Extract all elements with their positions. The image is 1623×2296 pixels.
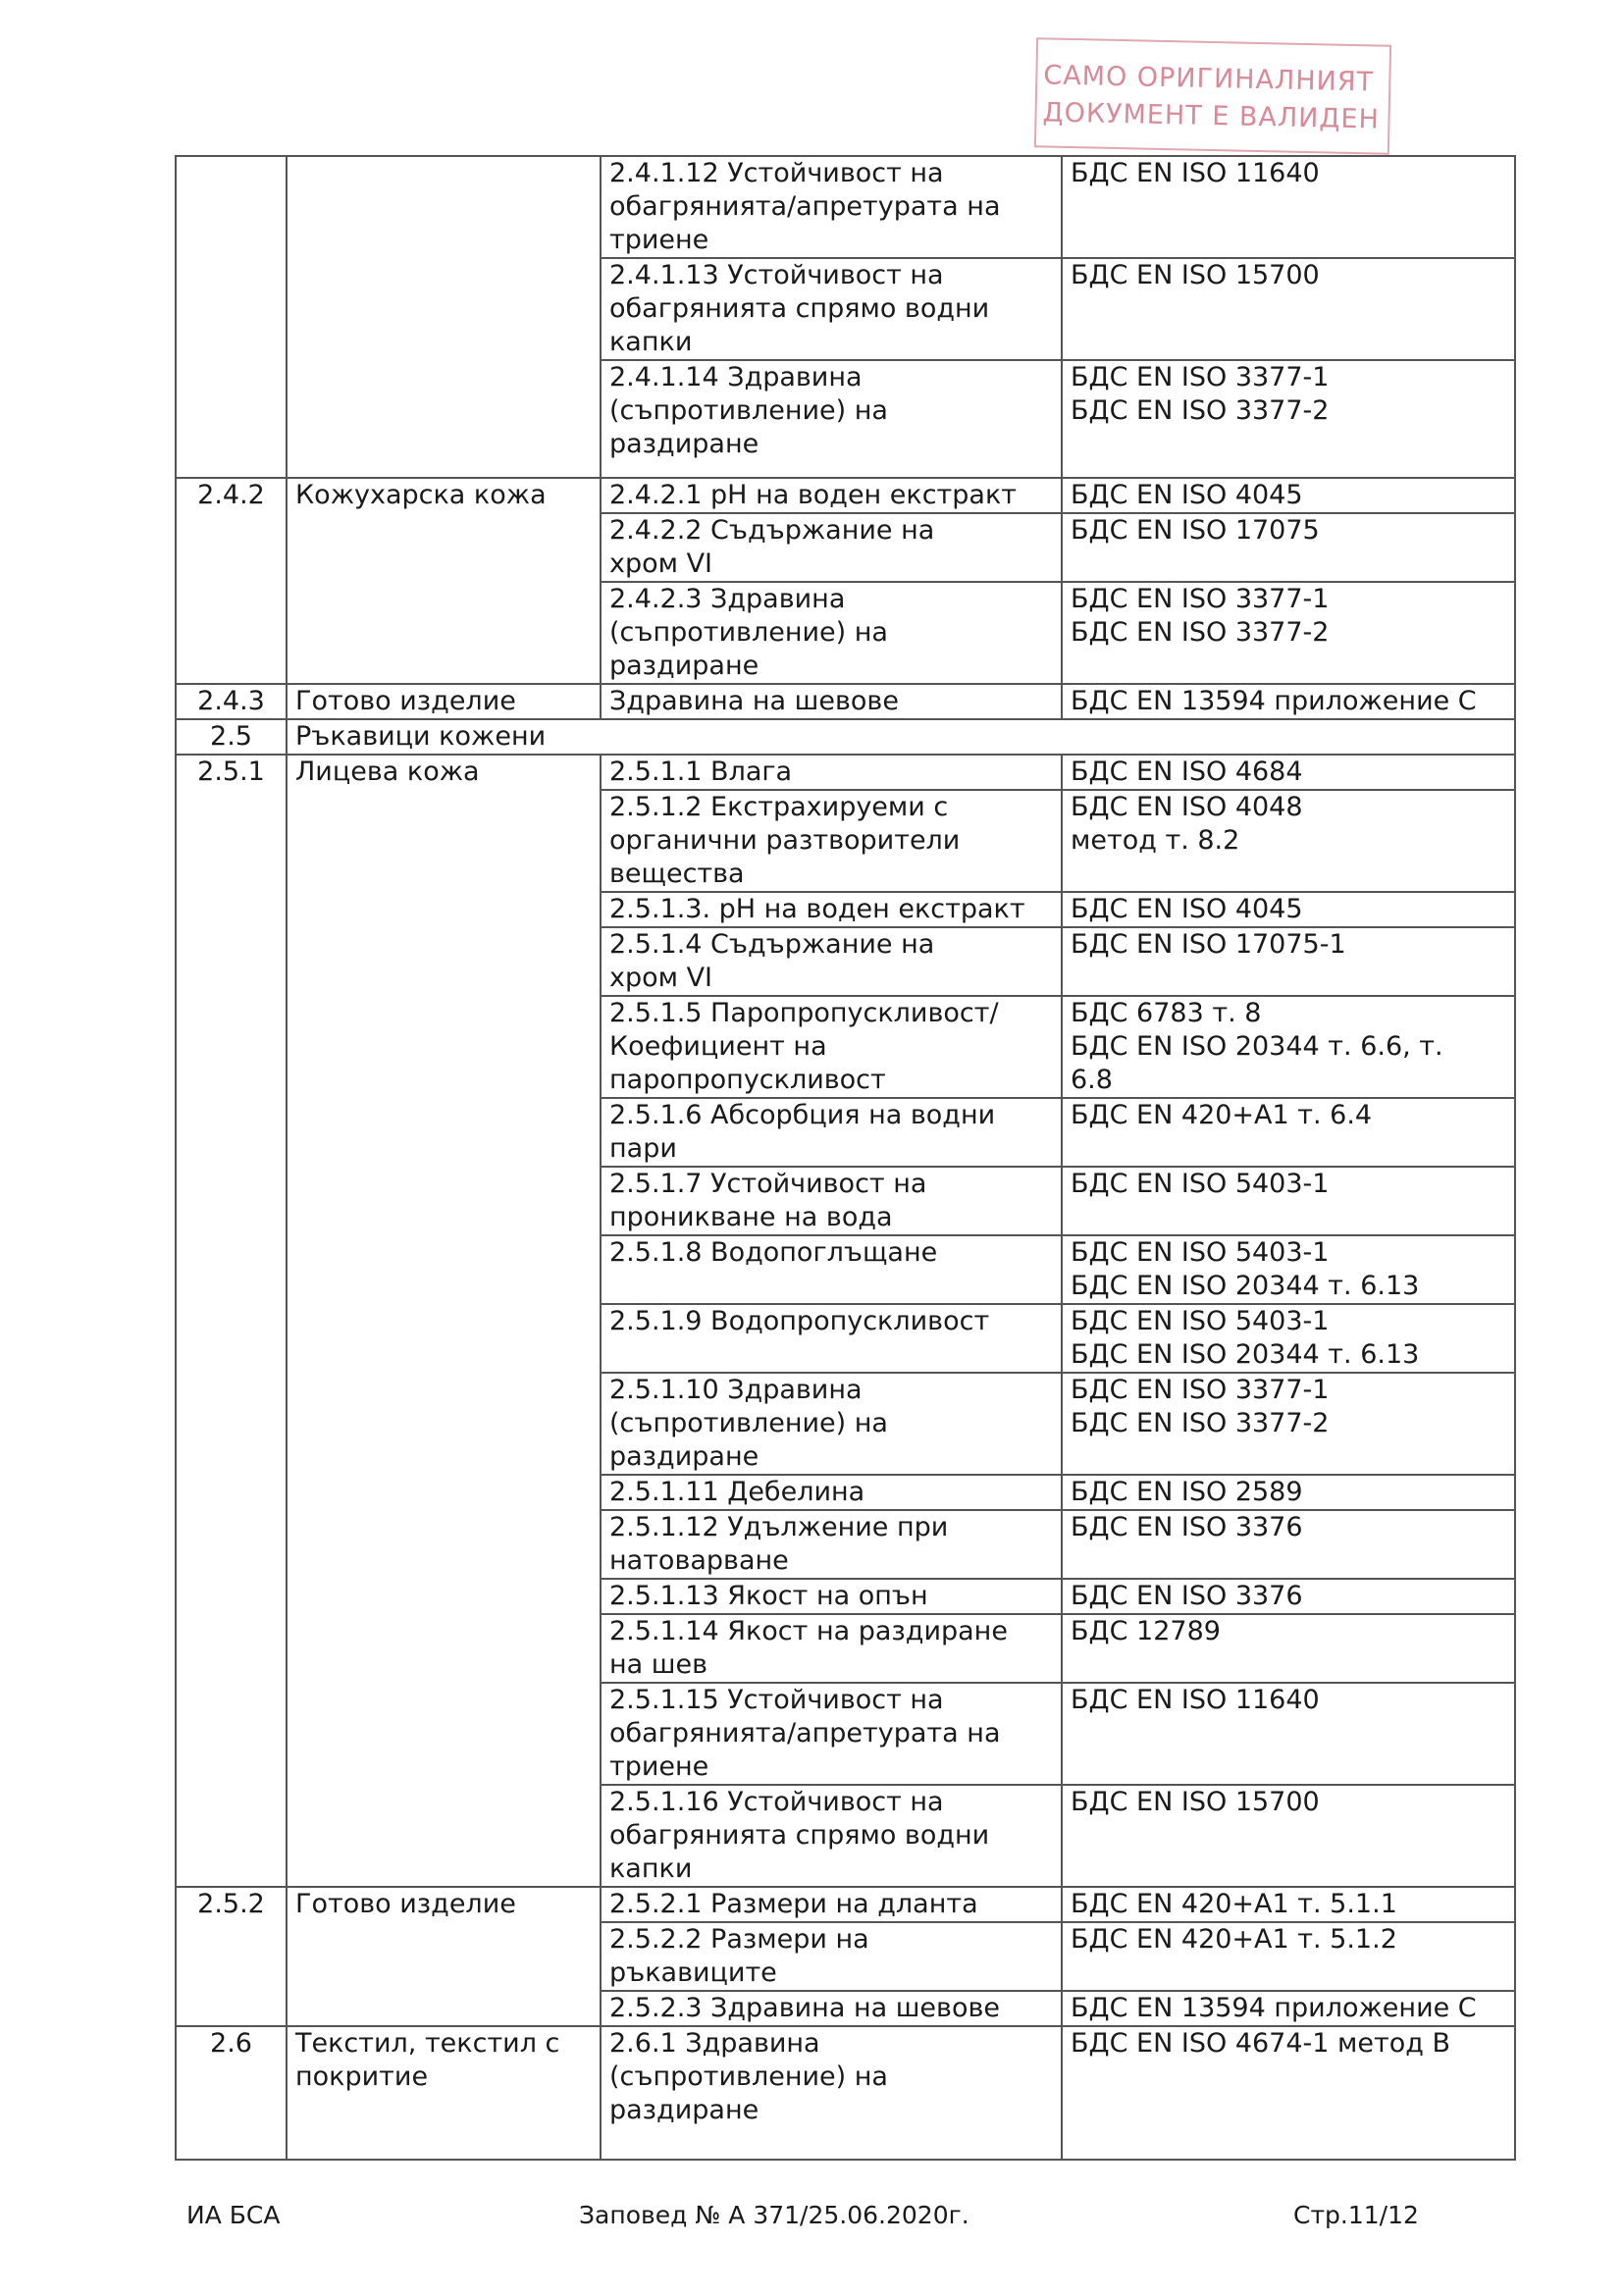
test-property-cell: 2.5.1.4 Съдържание на хром VI: [601, 927, 1062, 996]
item-number-cell: [176, 156, 287, 478]
test-property-cell: 2.4.1.12 Устойчивост на обагрянията/апретурата на триене: [601, 156, 1062, 258]
test-property-cell: 2.5.1.2 Екстрахируеми с органични разтворители вещества: [601, 790, 1062, 892]
section-title: Ръкавици кожени: [287, 719, 1515, 755]
footer-order: Заповед № А 371/25.06.2020г.: [579, 2201, 969, 2229]
stamp-line-2: ДОКУМЕНТ Е ВАЛИДЕН: [1042, 97, 1381, 135]
test-property-cell: 2.5.2.1 Размери на дланта: [601, 1887, 1062, 1922]
accreditation-scope-table: [175, 155, 1516, 2161]
test-standard-cell: БДС EN ISO 3377-1 БДС EN ISO 3377-2: [1062, 1373, 1515, 1475]
test-property-cell: 2.5.1.3. pH на воден екстракт: [601, 892, 1062, 927]
test-standard-cell: БДС EN ISO 15700: [1062, 1785, 1515, 1887]
test-object-cell: [287, 156, 601, 478]
test-property-cell: 2.5.1.14 Якост на раздиране на шев: [601, 1614, 1062, 1683]
test-standard-cell: БДС EN 13594 приложение C: [1062, 684, 1515, 719]
test-standard-cell: БДС EN 420+A1 т. 6.4: [1062, 1098, 1515, 1167]
table-row: [176, 156, 1515, 258]
test-property-cell: 2.5.1.11 Дебелина: [601, 1475, 1062, 1510]
test-object-cell: Лицева кожа: [287, 755, 601, 1887]
table-row: [176, 755, 1515, 790]
test-property-cell: 2.5.1.7 Устойчивост на проникване на вода: [601, 1167, 1062, 1235]
test-standard-cell: БДС 6783 т. 8 БДС EN ISO 20344 т. 6.6, т. 6.8: [1062, 996, 1515, 1098]
table-row: [176, 1887, 1515, 1922]
test-property-cell: 2.5.1.5 Паропропускливост/ Коефициент на паропропускливост: [601, 996, 1062, 1098]
test-property-cell: 2.5.1.6 Абсорбция на водни пари: [601, 1098, 1062, 1167]
test-property-cell: 2.5.2.2 Размери на ръкавиците: [601, 1922, 1062, 1991]
footer-issuer: ИА БСА: [186, 2201, 281, 2229]
test-property-cell: 2.5.2.3 Здравина на шевове: [601, 1991, 1062, 2026]
test-object-cell: Готово изделие: [287, 1887, 601, 2026]
test-standard-cell: БДС EN ISO 4674-1 метод B: [1062, 2026, 1515, 2160]
test-standard-cell: БДС 12789: [1062, 1614, 1515, 1683]
validity-stamp: [1034, 37, 1391, 155]
test-property-cell: 2.5.1.15 Устойчивост на обагрянията/апретурата на триене: [601, 1683, 1062, 1785]
test-standard-cell: БДС EN ISO 17075: [1062, 513, 1515, 582]
section-number: 2.5: [176, 719, 287, 755]
test-property-cell: 2.4.2.1 pH на воден екстракт: [601, 478, 1062, 513]
test-object-cell: Готово изделие: [287, 684, 601, 719]
test-property-cell: 2.5.1.12 Удължение при натоварване: [601, 1510, 1062, 1579]
test-property-cell: Здравина на шевове: [601, 684, 1062, 719]
test-standard-cell: БДС EN 420+A1 т. 5.1.2: [1062, 1922, 1515, 1991]
stamp-line-1: САМО ОРИГИНАЛНИЯТ: [1043, 60, 1375, 98]
test-property-cell: 2.5.1.9 Водопропускливост: [601, 1304, 1062, 1373]
test-standard-cell: БДС EN ISO 5403-1: [1062, 1167, 1515, 1235]
test-object-cell: Кожухарска кожа: [287, 478, 601, 684]
test-standard-cell: БДС EN ISO 3377-1 БДС EN ISO 3377-2: [1062, 582, 1515, 684]
test-standard-cell: БДС EN ISO 11640: [1062, 1683, 1515, 1785]
test-standard-cell: БДС EN ISO 3376: [1062, 1510, 1515, 1579]
test-standard-cell: БДС EN ISO 11640: [1062, 156, 1515, 258]
test-standard-cell: БДС EN ISO 17075-1: [1062, 927, 1515, 996]
test-property-cell: 2.5.1.13 Якост на опън: [601, 1579, 1062, 1614]
test-standard-cell: БДС EN ISO 5403-1 БДС EN ISO 20344 т. 6.13: [1062, 1235, 1515, 1304]
test-standard-cell: БДС EN ISO 3376: [1062, 1579, 1515, 1614]
test-property-cell: 2.4.2.3 Здравина (съпротивление) на раздиране: [601, 582, 1062, 684]
table-row: [176, 2026, 1515, 2160]
test-standard-cell: БДС EN 13594 приложение C: [1062, 1991, 1515, 2026]
test-standard-cell: БДС EN ISO 3377-1 БДС EN ISO 3377-2: [1062, 360, 1515, 478]
test-standard-cell: БДС EN ISO 4045: [1062, 892, 1515, 927]
test-property-cell: 2.5.1.1 Влага: [601, 755, 1062, 790]
test-standard-cell: БДС EN ISO 5403-1 БДС EN ISO 20344 т. 6.13: [1062, 1304, 1515, 1373]
test-standard-cell: БДС EN ISO 2589: [1062, 1475, 1515, 1510]
test-property-cell: 2.4.1.14 Здравина (съпротивление) на раздиране: [601, 360, 1062, 478]
test-property-cell: 2.6.1 Здравина (съпротивление) на раздиране: [601, 2026, 1062, 2160]
test-property-cell: 2.4.1.13 Устойчивост на обагрянията спрямо водни капки: [601, 258, 1062, 360]
item-number-cell: 2.4.3: [176, 684, 287, 719]
item-number-cell: 2.4.2: [176, 478, 287, 684]
test-object-cell: Текстил, текстил с покритие: [287, 2026, 601, 2160]
test-standard-cell: БДС EN ISO 4684: [1062, 755, 1515, 790]
test-property-cell: 2.5.1.16 Устойчивост на обагрянията спрямо водни капки: [601, 1785, 1062, 1887]
item-number-cell: 2.5.2: [176, 1887, 287, 2026]
test-standard-cell: БДС EN ISO 4045: [1062, 478, 1515, 513]
item-number-cell: 2.6: [176, 2026, 287, 2160]
footer-page-number: Стр.11/12: [1293, 2201, 1419, 2229]
test-property-cell: 2.4.2.2 Съдържание на хром VI: [601, 513, 1062, 582]
table-row: [176, 719, 1515, 755]
table-row: [176, 478, 1515, 513]
test-standard-cell: БДС EN ISO 15700: [1062, 258, 1515, 360]
test-standard-cell: БДС EN 420+A1 т. 5.1.1: [1062, 1887, 1515, 1922]
table-body: [176, 156, 1515, 2160]
item-number-cell: 2.5.1: [176, 755, 287, 1887]
table-row: [176, 684, 1515, 719]
test-property-cell: 2.5.1.10 Здравина (съпротивление) на раздиране: [601, 1373, 1062, 1475]
test-property-cell: 2.5.1.8 Водопоглъщане: [601, 1235, 1062, 1304]
test-standard-cell: БДС EN ISO 4048 метод т. 8.2: [1062, 790, 1515, 892]
